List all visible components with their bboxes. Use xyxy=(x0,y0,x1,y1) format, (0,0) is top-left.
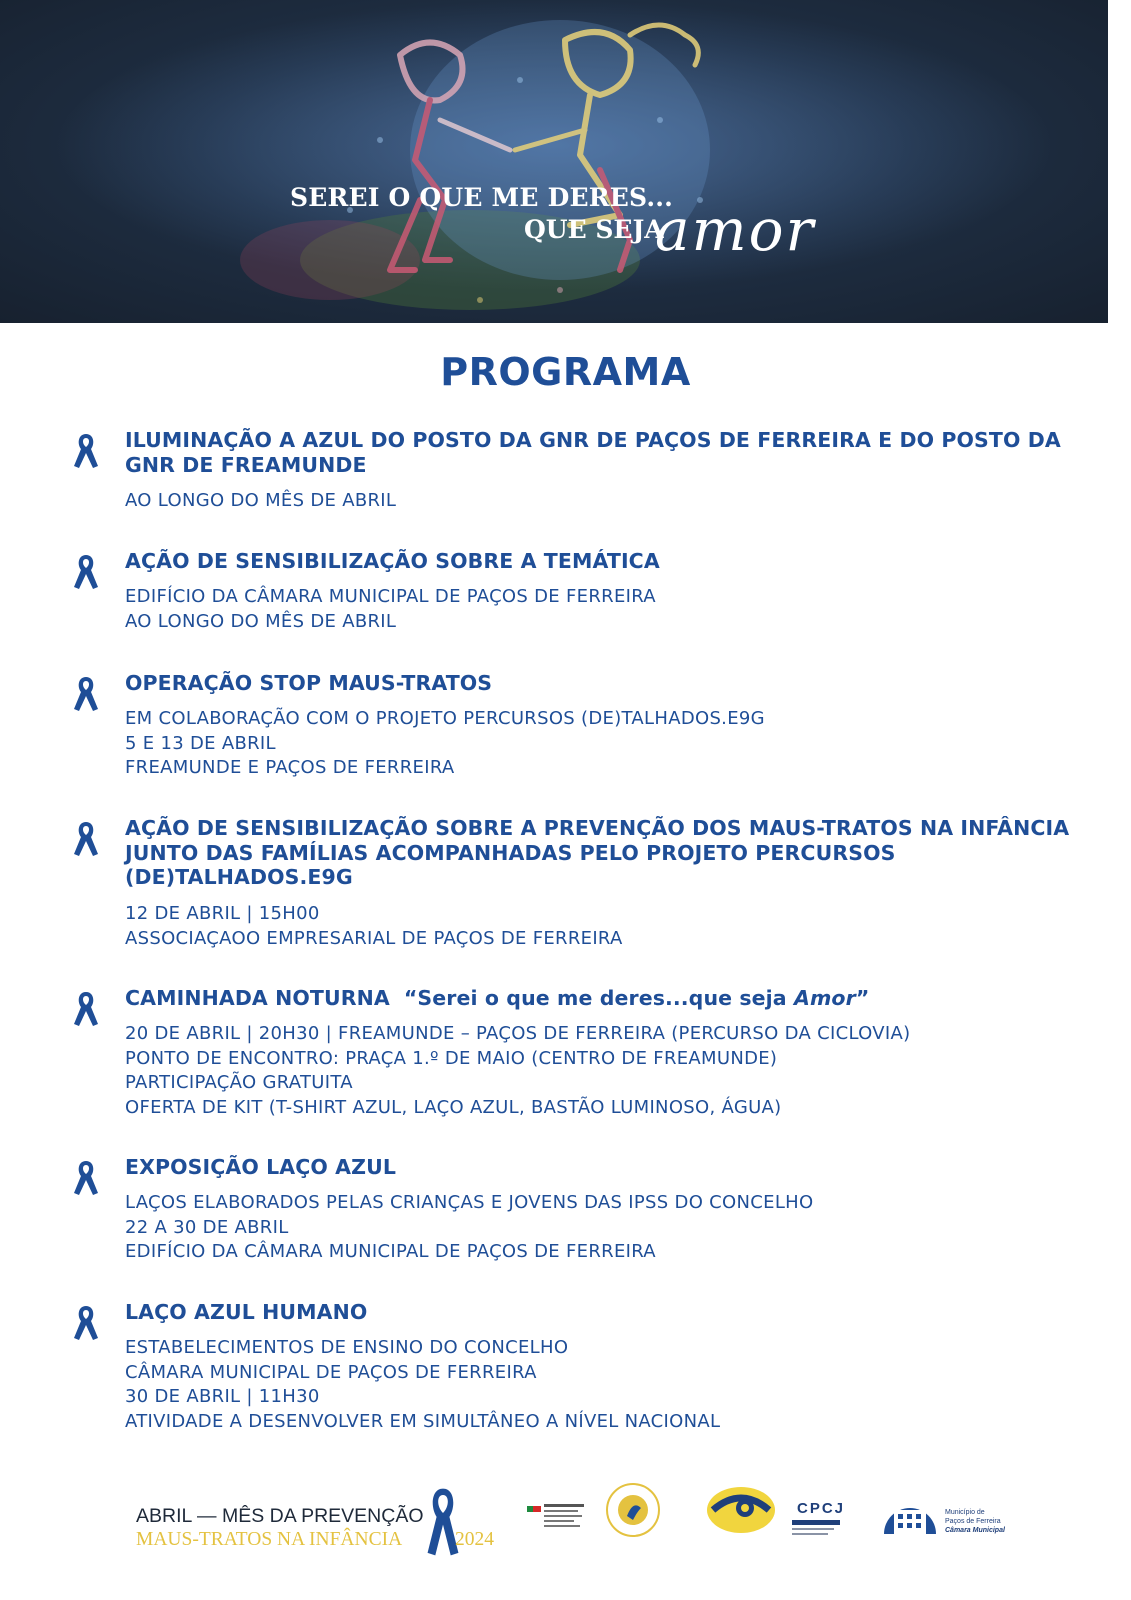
blue-ribbon-icon xyxy=(72,675,100,713)
detail-line: EDIFÍCIO DA CÂMARA MUNICIPAL DE PAÇOS DE FERREIRA xyxy=(125,586,656,607)
detail-line: AO LONGO DO MÊS DE ABRIL xyxy=(125,490,397,511)
program-item-details xyxy=(125,1336,1085,1434)
footer-year: 2024 xyxy=(455,1529,494,1550)
detail-line: 22 A 30 DE ABRIL xyxy=(125,1216,289,1238)
cpcj-subtitle-logo xyxy=(792,1520,842,1538)
blue-ribbon-icon xyxy=(72,1304,100,1342)
detail-line: ESTABELECIMENTOS DE ENSINO DO CONCELHO xyxy=(125,1337,569,1358)
detail-line: PONTO DE ENCONTRO: PRAÇA 1.º DE MAIO (CENTRO DE FREAMUNDE) xyxy=(125,1047,778,1069)
walk-quote-close: ” xyxy=(855,986,870,1010)
detail-line: 20 DE ABRIL | 20H30 | FREAMUNDE – PAÇOS DE FERREIRA (PERCURSO DA CICLOVIA) xyxy=(125,1023,911,1044)
footer xyxy=(0,1480,1131,1590)
municipality-line: Município de xyxy=(945,1509,985,1516)
detail-line: OFERTA DE KIT (T-SHIRT AZUL, LAÇO AZUL, BASTÃO LUMINOSO, ÁGUA) xyxy=(125,1096,782,1118)
blue-ribbon-icon xyxy=(72,820,100,858)
detail-line: ATIVIDADE A DESENVOLVER EM SIMULTÂNEO A NÍVEL NACIONAL xyxy=(125,1410,721,1432)
municipality-line: Paços de Ferreira xyxy=(945,1518,1001,1525)
program-item-details xyxy=(125,1022,1085,1120)
walk-quote-text: “Serei o que me deres...que seja xyxy=(403,986,794,1010)
walk-quote xyxy=(404,986,870,1010)
program-item-details xyxy=(125,585,1085,634)
detail-line: PARTICIPAÇÃO GRATUITA xyxy=(125,1072,353,1093)
program-item-details xyxy=(125,489,1085,514)
program-item-title xyxy=(125,986,1075,1011)
cpcj-wordmark: CPCJ xyxy=(797,1500,846,1517)
footer-campaign-subline: MAUS-TRATOS NA INFÂNCIA xyxy=(136,1529,403,1550)
hero-script-word: amor xyxy=(655,196,816,264)
municipality-wordmark xyxy=(945,1508,1025,1535)
program-item-title: LAÇO AZUL HUMANO xyxy=(125,1300,368,1324)
program-item-details xyxy=(125,902,1085,951)
program-item-title: AÇÃO DE SENSIBILIZAÇÃO SOBRE A PREVENÇÃO DOS MAUS-TRATOS NA INFÂNCIA JUNTO DAS FAMÍLIAS ACOMPANHADAS PELO PROJETO PERCURSOS (DE)TALHADOS.E9G xyxy=(125,816,1070,889)
detail-line: FREAMUNDE E PAÇOS DE FERREIRA xyxy=(125,757,455,778)
program-item-details xyxy=(125,707,1085,781)
program-item-title: ILUMINAÇÃO A AZUL DO POSTO DA GNR DE PAÇOS DE FERREIRA E DO POSTO DA GNR DE FREAMUNDE xyxy=(125,428,1061,477)
detail-line: 30 DE ABRIL | 11H30 xyxy=(125,1386,320,1407)
program-item-title: OPERAÇÃO STOP MAUS-TRATOS xyxy=(125,671,493,695)
detail-line: EDIFÍCIO DA CÂMARA MUNICIPAL DE PAÇOS DE FERREIRA xyxy=(125,1241,656,1262)
municipality-line: Câmara Municipal xyxy=(945,1527,1005,1534)
detail-line: 5 E 13 DE ABRIL xyxy=(125,732,276,754)
government-logo xyxy=(527,1502,589,1538)
chalk-drawing xyxy=(0,0,1108,323)
blue-ribbon-icon xyxy=(72,553,100,591)
footer-campaign-line: ABRIL — MÊS DA PREVENÇÃO xyxy=(136,1505,424,1527)
walk-quote-amor: Amor xyxy=(793,986,856,1010)
hero-tagline-line1: SEREI O QUE ME DERES... xyxy=(290,183,674,212)
seal-logo xyxy=(605,1482,661,1538)
detail-line: LAÇOS ELABORADOS PELAS CRIANÇAS E JOVENS DAS IPSS DO CONCELHO xyxy=(125,1192,814,1213)
walk-title: CAMINHADA NOTURNA xyxy=(125,986,390,1010)
blue-ribbon-icon xyxy=(72,990,100,1028)
detail-line: ASSOCIAÇAOO EMPRESARIAL DE PAÇOS DE FERREIRA xyxy=(125,927,623,949)
detail-line: AO LONGO DO MÊS DE ABRIL xyxy=(125,610,397,632)
program-item-details xyxy=(125,1191,1085,1265)
page-title: PROGRAMA xyxy=(440,350,691,394)
hero-banner xyxy=(0,0,1108,323)
detail-line: 12 DE ABRIL | 15H00 xyxy=(125,903,320,924)
program-item-title: AÇÃO DE SENSIBILIZAÇÃO SOBRE A TEMÁTICA xyxy=(125,549,660,573)
blue-ribbon-icon xyxy=(72,1159,100,1197)
detail-line: EM COLABORAÇÃO COM O PROJETO PERCURSOS (DE)TALHADOS.E9G xyxy=(125,708,765,729)
detail-line: CÂMARA MUNICIPAL DE PAÇOS DE FERREIRA xyxy=(125,1361,537,1383)
program-item-title: EXPOSIÇÃO LAÇO AZUL xyxy=(125,1155,397,1179)
municipality-logo xyxy=(880,1484,940,1540)
blue-ribbon-icon xyxy=(72,432,100,470)
cpcj-emblem-logo xyxy=(705,1484,777,1536)
hero-tagline-line2: QUE SEJA xyxy=(524,215,664,244)
